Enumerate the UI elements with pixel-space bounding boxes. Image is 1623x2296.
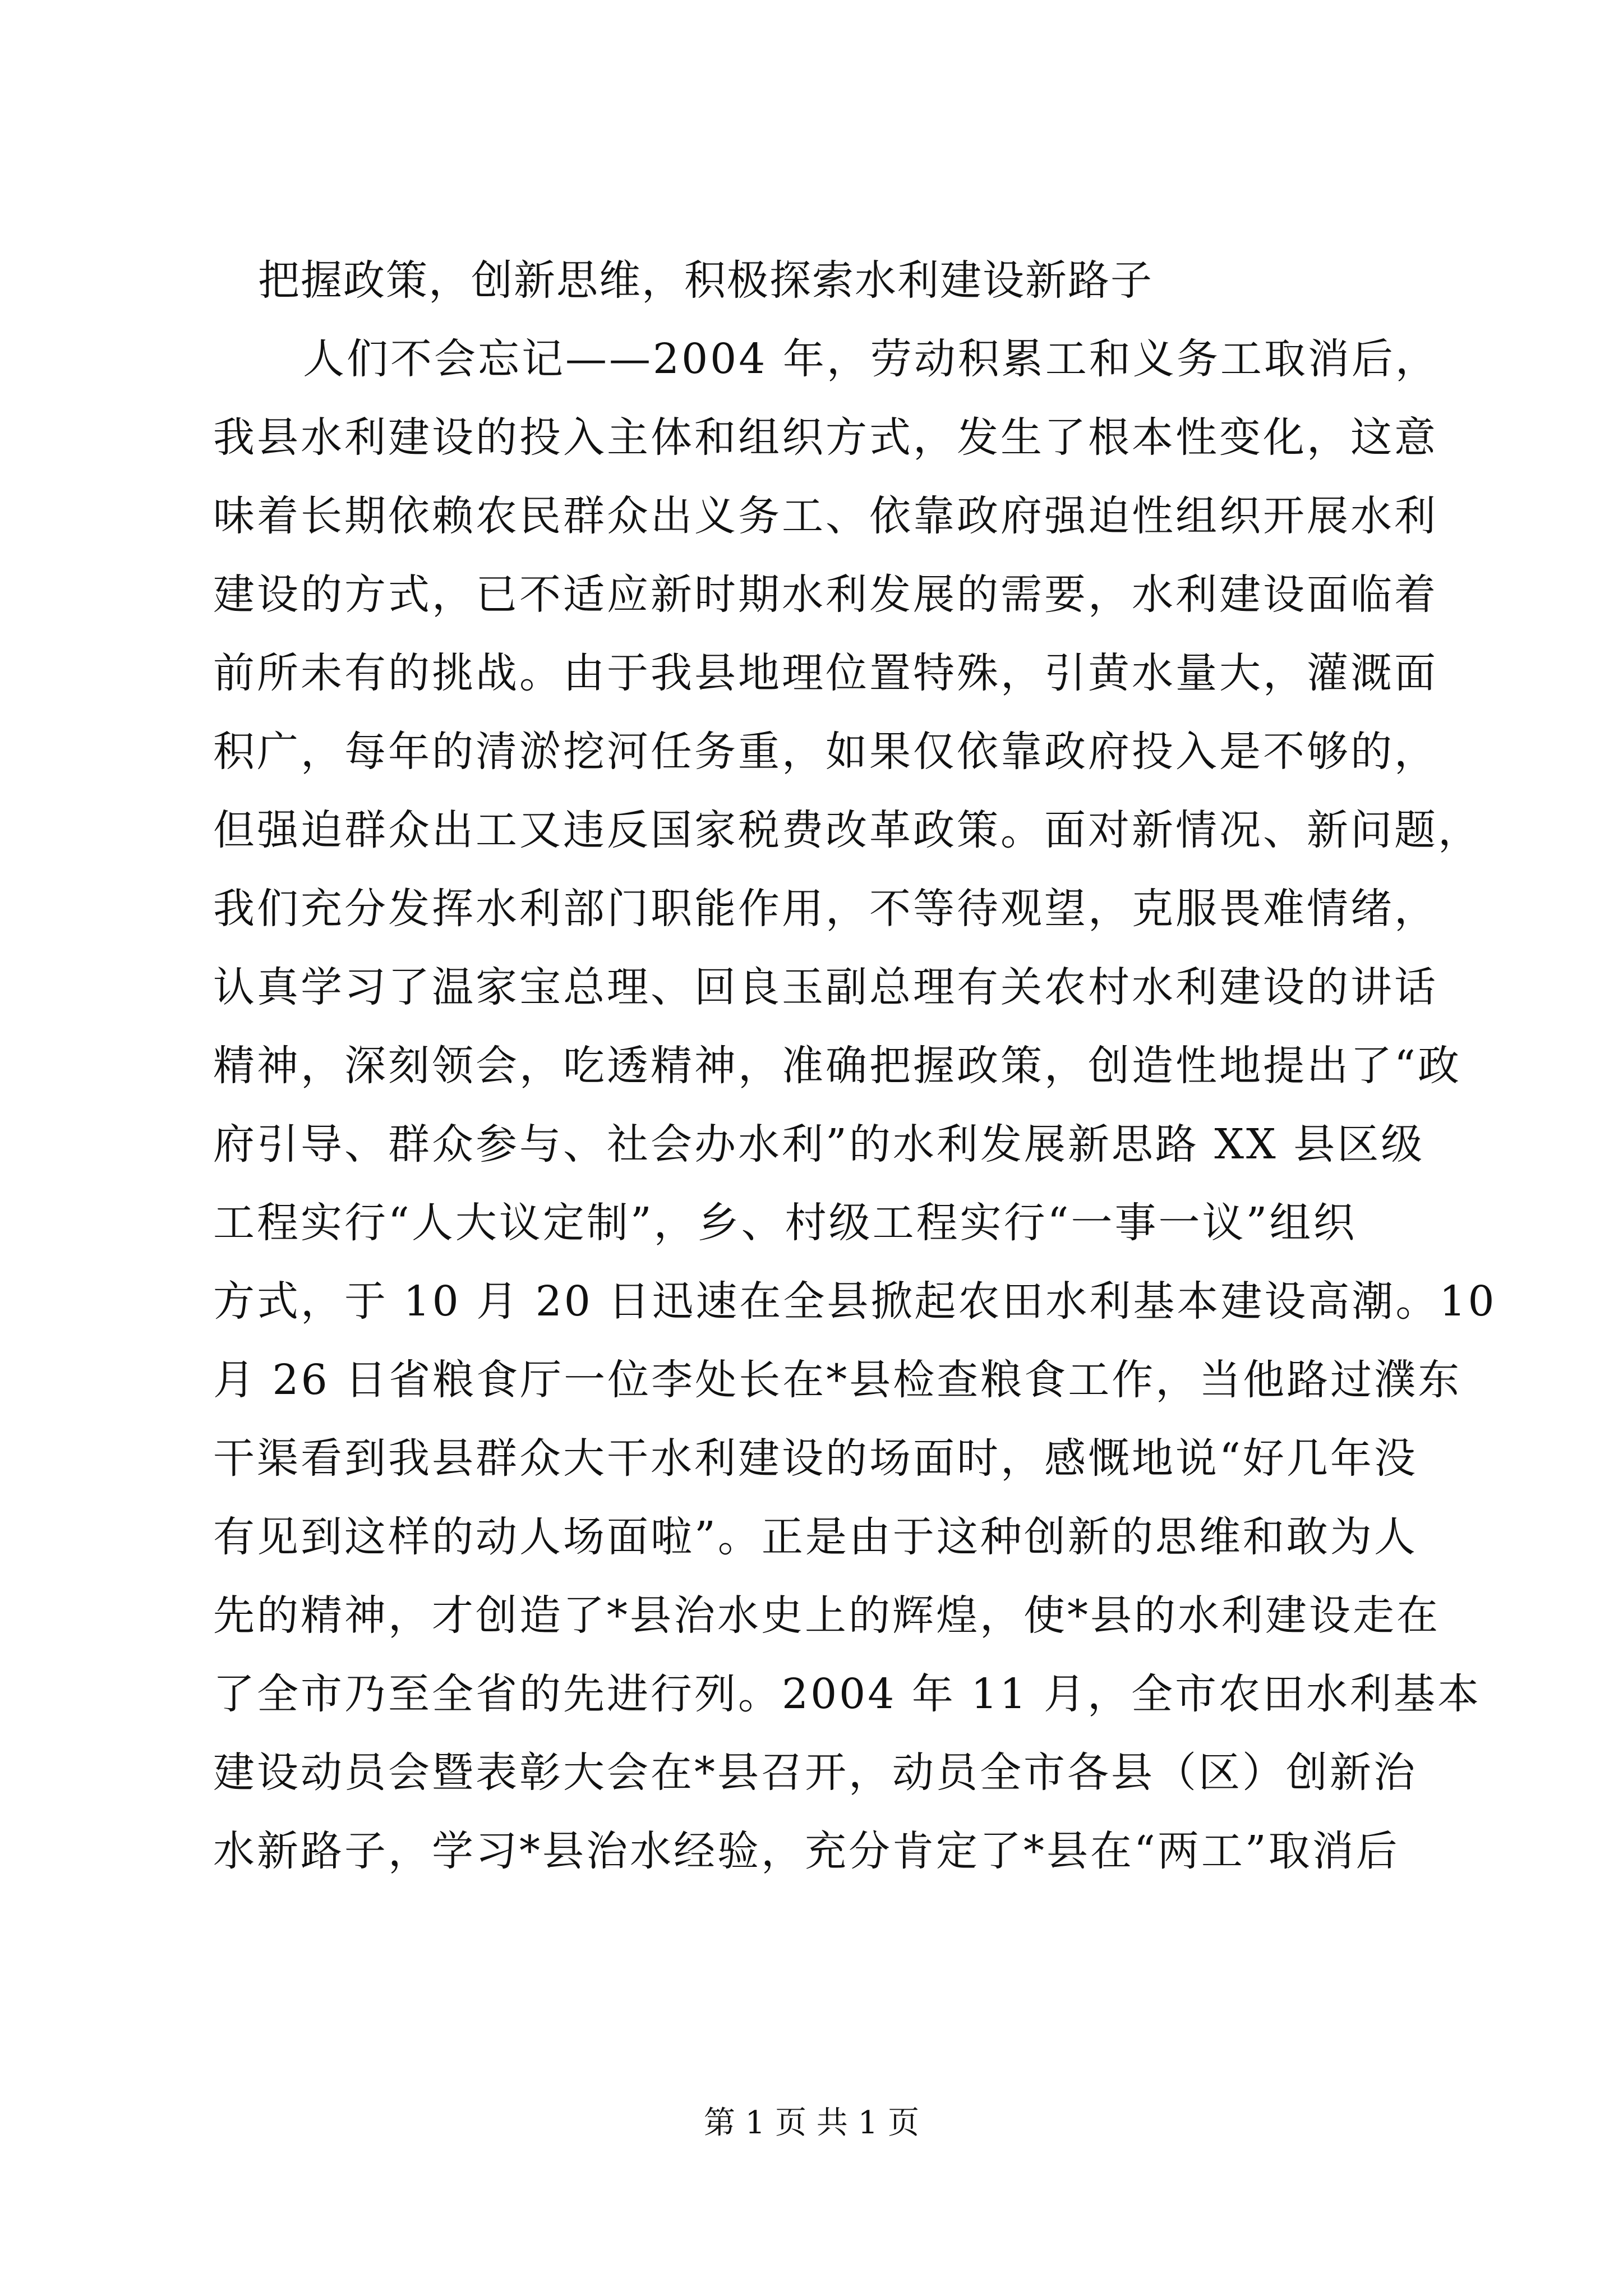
body-line: 了全市乃至全省的先进行列。2004 年 11 月，全市农田水利基本	[213, 1670, 1482, 1718]
body-line: 建设动员会暨表彰大会在*县召开，动员全市各县（区）创新治	[213, 1749, 1417, 1797]
body-line: 水新路子，学习*县治水经验，充分肯定了*县在“两工”取消后	[213, 1827, 1400, 1875]
body-line: 但强迫群众出工又违反国家税费改革政策。面对新情况、新问题，	[213, 806, 1482, 854]
page-footer: 第 1 页 共 1 页	[703, 2105, 920, 2141]
body-line: 工程实行“人大议定制”，乡、村级工程实行“一事一议”组织	[213, 1199, 1357, 1247]
body-line: 建设的方式，已不适应新时期水利发展的需要，水利建设面临着	[213, 570, 1438, 619]
body-line: 府引导、群众参与、社会办水利”的水利发展新思路 XX 县区级	[213, 1120, 1425, 1168]
body-line: 前所未有的挑战。由于我县地理位置特殊，引黄水量大，灌溉面	[213, 649, 1438, 697]
document-title: 把握政策，创新思维，积极探索水利建设新路子	[258, 256, 1153, 305]
body-line: 月 26 日省粮食厅一位李处长在*县检查粮食工作，当他路过濮东	[213, 1356, 1462, 1404]
body-line: 有见到这样的动人场面啦”。正是由于这种创新的思维和敢为人	[213, 1513, 1418, 1561]
body-line: 精神，深刻领会，吃透精神，准确把握政策，创造性地提出了“政	[213, 1042, 1461, 1090]
body-line: 我们充分发挥水利部门职能作用，不等待观望，克服畏难情绪，	[213, 885, 1438, 933]
body-line: 积广，每年的清淤挖河任务重，如果仅依靠政府投入是不够的，	[213, 728, 1438, 776]
body-line: 我县水利建设的投入主体和组织方式，发生了根本性变化，这意	[213, 413, 1438, 462]
body-line: 干渠看到我县群众大干水利建设的场面时，感慨地说“好几年没	[213, 1434, 1418, 1483]
body-line: 先的精神，才创造了*县治水史上的辉煌，使*县的水利建设走在	[213, 1591, 1440, 1640]
body-line: 方式，于 10 月 20 日迅速在全县掀起农田水利基本建设高潮。10	[213, 1277, 1497, 1326]
body-line: 味着长期依赖农民群众出义务工、依靠政府强迫性组织开展水利	[213, 492, 1438, 540]
body-line: 人们不会忘记——2004 年，劳动积累工和义务工取消后，	[303, 335, 1439, 383]
body-line: 认真学习了温家宝总理、回良玉副总理有关农村水利建设的讲话	[213, 963, 1438, 1011]
